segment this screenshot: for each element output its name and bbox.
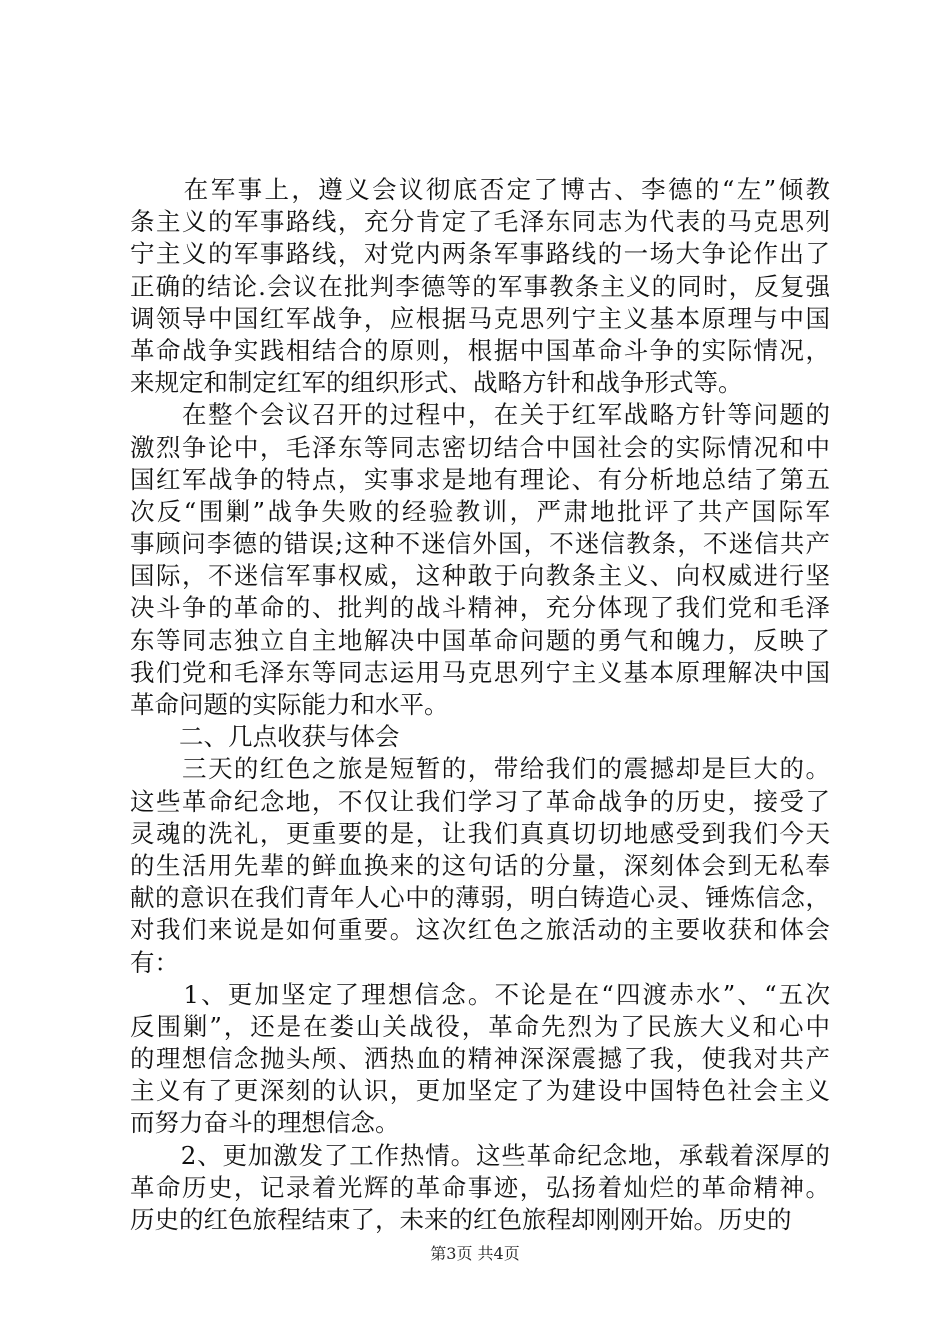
text-line: 激烈争论中，毛泽东等同志密切结合中国社会的实际情况和中 bbox=[130, 432, 830, 462]
document-body bbox=[130, 174, 830, 1236]
text-line: 调领导中国红军战争，应根据马克思列宁主义基本原理与中国 bbox=[130, 303, 830, 333]
paragraph-heading bbox=[130, 721, 830, 753]
text-line: 的生活用先辈的鲜血换来的这句话的分量，深刻体会到无私奉 bbox=[130, 850, 830, 880]
text-line: 有： bbox=[130, 947, 179, 977]
text-line: 反围剿”，还是在娄山关战役，革命先烈为了民族大义和心中 bbox=[130, 1011, 830, 1041]
paragraph-military bbox=[130, 174, 830, 399]
text-line: 献的意识在我们青年人心中的薄弱，明白铸造心灵、锤炼信念， bbox=[130, 883, 830, 913]
text-line: 主义有了更深刻的认识，更加坚定了为建设中国特色社会主义 bbox=[130, 1076, 830, 1106]
text-line: 历史的红色旅程结束了，未来的红色旅程却刚刚开始。历史的 bbox=[130, 1205, 792, 1234]
paragraph-meeting bbox=[130, 399, 830, 721]
text-line: 在军事上，遵义会议彻底否定了博古、李德的“左”倾教 bbox=[130, 175, 830, 204]
text-line: 国际，不迷信军事权威，这种敢于向教条主义、向权威进行坚 bbox=[130, 561, 830, 591]
text-line: 2、更加激发了工作热情。这些革命纪念地，承载着深厚的 bbox=[130, 1140, 830, 1170]
text-line: 三天的红色之旅是短暂的，带给我们的震撼却是巨大的。 bbox=[130, 754, 830, 784]
text-line: 事顾问李德的错误;这种不迷信外国，不迷信教条，不迷信共产 bbox=[130, 529, 830, 559]
text-line: 这些革命纪念地，不仅让我们学习了革命战争的历史，接受了 bbox=[130, 786, 830, 816]
text-line: 1、更加坚定了理想信念。不论是在“四渡赤水”、“五次 bbox=[130, 979, 830, 1009]
text-line: 决斗争的革命的、批判的战斗精神，充分体现了我们党和毛泽 bbox=[130, 593, 830, 623]
text-line: 东等同志独立自主地解决中国革命问题的勇气和魄力，反映了 bbox=[130, 625, 830, 655]
page-footer: 第3页 共4页 bbox=[430, 1244, 520, 1263]
text-line: 在整个会议召开的过程中，在关于红军战略方针等问题的 bbox=[130, 400, 830, 430]
text-line: 灵魂的洗礼，更重要的是，让我们真真切切地感受到我们今天 bbox=[130, 818, 830, 848]
text-line: 正确的结论.会议在批判李德等的军事教条主义的同时，反复强 bbox=[130, 271, 830, 301]
text-line: 次反“围剿”战争失败的经验教训，严肃地批评了共产国际军 bbox=[130, 496, 830, 526]
text-line: 我们党和毛泽东等同志运用马克思列宁主义基本原理解决中国 bbox=[130, 657, 830, 687]
text-line: 国红军战争的特点，实事求是地有理论、有分析地总结了第五 bbox=[130, 464, 830, 494]
text-line: 对我们来说是如何重要。这次红色之旅活动的主要收获和体会 bbox=[130, 915, 830, 945]
text-line: 的理想信念抛头颅、洒热血的精神深深震撼了我，使我对共产 bbox=[130, 1044, 830, 1074]
text-line: 而努力奋斗的理想信念。 bbox=[130, 1108, 400, 1138]
paragraph-trip bbox=[130, 753, 830, 978]
text-line: 革命战争实践相结合的原则，根据中国革命斗争的实际情况， bbox=[130, 335, 830, 365]
text-line: 宁主义的军事路线，对党内两条军事路线的一场大争论作出了 bbox=[130, 239, 830, 269]
paragraph-point1 bbox=[130, 979, 830, 1140]
text-line: 条主义的军事路线，充分肯定了毛泽东同志为代表的马克思列 bbox=[130, 207, 830, 237]
text-line: 革命问题的实际能力和水平。 bbox=[130, 690, 449, 719]
paragraph-point2 bbox=[130, 1140, 830, 1237]
text-line: 来规定和制定红军的组织形式、战略方针和战争形式等。 bbox=[130, 368, 743, 398]
text-line: 革命历史，记录着光辉的革命事迹，弘扬着灿烂的革命精神。 bbox=[130, 1172, 830, 1202]
text-line: 二、几点收获与体会 bbox=[130, 722, 400, 752]
